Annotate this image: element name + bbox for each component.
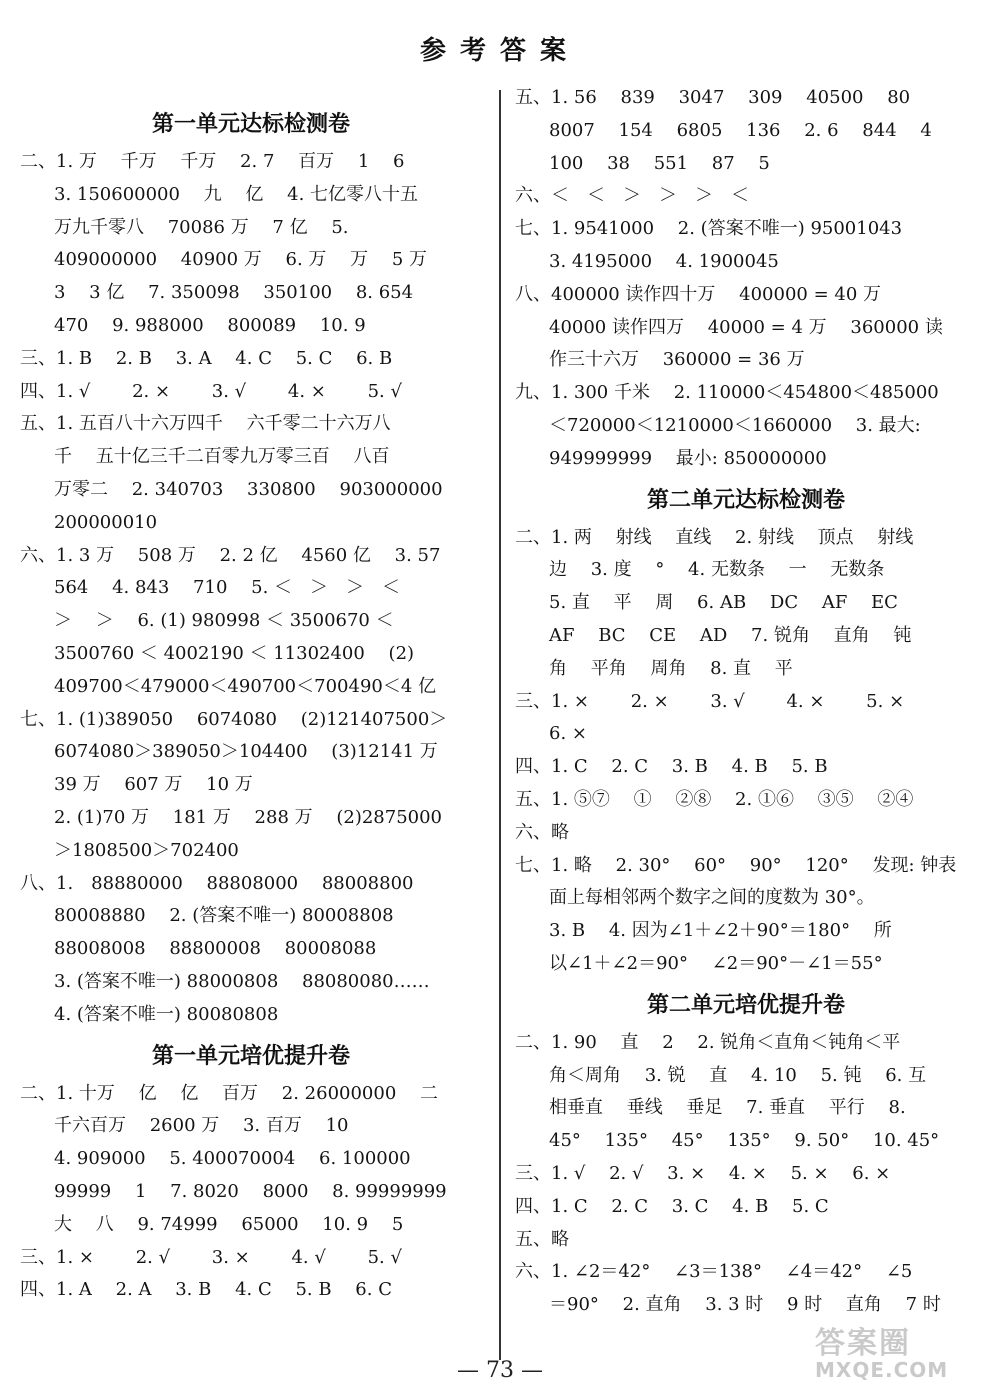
answer-line: 五、1. ⑤⑦ ① ②⑧ 2. ①⑥ ③⑤ ②④ <box>515 788 914 810</box>
answer-line-continued: 3. B 4. 因为∠1＋∠2＋90°＝180° 所 <box>549 920 892 942</box>
answer-line-continued: 88008008 88800008 80008088 <box>54 938 377 960</box>
answer-line: 六、＜ ＜ ＞ ＞ ＞ ＜ <box>515 185 749 207</box>
answer-line-continued: 3 3 亿 7. 350098 350100 8. 654 <box>54 282 414 304</box>
answer-line: 三、1. × 2. × 3. √ 4. × 5. × <box>515 690 905 712</box>
answer-line-continued: 角 平角 周角 8. 直 平 <box>549 657 793 679</box>
answer-line: 六、1. ∠2＝42° ∠3＝138° ∠4＝42° ∠5 <box>515 1261 913 1283</box>
answer-line-continued: 3. (答案不唯一) 88000808 88080080…… <box>54 970 430 992</box>
left-column <box>20 100 482 1307</box>
answer-line-continued: 2. (1)70 万 181 万 288 万 (2)2875000 <box>54 806 443 828</box>
answer-line: 五、略 <box>515 1228 569 1250</box>
answer-line-continued: ＝90° 2. 直角 3. 3 时 9 时 直角 7 时 <box>549 1294 941 1316</box>
answer-line-continued: ＞1808500＞702400 <box>54 839 239 861</box>
section-title: 第一单元培优提升卷 <box>151 1043 350 1069</box>
answer-line: 二、1. 两 射线 直线 2. 射线 顶点 射线 <box>515 526 914 548</box>
answer-line-continued: 949999999 最小: 850000000 <box>549 447 827 469</box>
answer-line: 七、1. 9541000 2. (答案不唯一) 95001043 <box>515 218 903 240</box>
answer-line: 四、1. C 2. C 3. C 4. B 5. C <box>515 1195 829 1217</box>
section-title: 第二单元培优提升卷 <box>646 992 845 1018</box>
answer-line: 三、1. B 2. B 3. A 4. C 5. C 6. B <box>20 347 393 369</box>
answer-line-continued: 100 38 551 87 5 <box>549 152 770 174</box>
answer-line-continued: 大 八 9. 74999 65000 10. 9 5 <box>54 1213 404 1235</box>
answer-line: 六、略 <box>515 821 569 843</box>
page-number: — 73 — <box>457 1358 543 1383</box>
watermark <box>815 1318 985 1388</box>
answer-line: 三、1. × 2. √ 3. × 4. √ 5. √ <box>20 1246 402 1268</box>
answer-line-continued: 409000000 40900 万 6. 万 万 5 万 <box>54 249 428 271</box>
answer-line-continued: 3. 4195000 4. 1900045 <box>549 250 779 272</box>
answer-line: 七、1. 略 2. 30° 60° 90° 120° 发现: 钟表 <box>515 854 957 876</box>
answer-line: 二、1. 万 千万 千万 2. 7 百万 1 6 <box>20 151 405 172</box>
answer-line-continued: 相垂直 垂线 垂足 7. 垂直 平行 8. <box>549 1097 906 1119</box>
page-title: 参考答案 <box>419 36 580 66</box>
answer-line: 三、1. √ 2. √ 3. × 4. × 5. × 6. × <box>515 1162 891 1184</box>
answer-line: 六、1. 3 万 508 万 2. 2 亿 4560 亿 3. 57 <box>20 544 441 566</box>
answer-line-continued: 以∠1＋∠2＝90° ∠2＝90°－∠1＝55° <box>549 952 883 974</box>
watermark-en: MXQE.COM <box>815 1358 949 1382</box>
answer-line: 八、1. 88880000 88808000 88008800 <box>20 872 414 894</box>
answer-line: 五、1. 56 839 3047 309 40500 80 <box>515 87 911 108</box>
answer-line: 七、1. (1)389050 6074080 (2)121407500＞ <box>20 708 448 730</box>
answer-line-continued: ＞ ＞ 6. (1) 980998 ＜ 3500670 ＜ <box>54 610 394 632</box>
answer-line-continued: 千六百万 2600 万 3. 百万 10 <box>54 1115 349 1137</box>
answer-line-continued: 470 9. 988000 800089 10. 9 <box>54 314 366 336</box>
answer-line-continued: 409700＜479000＜490700＜700490＜4 亿 <box>54 675 437 697</box>
answer-line: 八、400000 读作四十万 400000 = 40 万 <box>515 283 882 305</box>
answer-line-continued: 面上每相邻两个数字之间的度数为 30°。 <box>549 887 875 909</box>
answer-line-continued: 8007 154 6805 136 2. 6 844 4 <box>549 119 932 141</box>
answer-line-continued: 边 3. 度 ° 4. 无数条 一 无数条 <box>549 559 885 581</box>
answer-line-continued: 6. × <box>549 723 587 745</box>
answer-line: 五、1. 五百八十六万四千 六千零二十六万八 <box>20 413 391 435</box>
answer-line: 四、1. A 2. A 3. B 4. C 5. B 6. C <box>20 1279 392 1301</box>
answer-line-continued: 5. 直 平 周 6. AB DC AF EC <box>549 592 898 614</box>
answer-line-continued: 45° 135° 45° 135° 9. 50° 10. 45° <box>549 1130 940 1152</box>
right-column <box>515 82 977 1322</box>
answer-line-continued: 3. 150600000 九 亿 4. 七亿零八十五 <box>54 183 419 205</box>
answer-line-continued: ＜720000＜1210000＜1660000 3. 最大: <box>549 414 921 436</box>
answer-line-continued: 万零二 2. 340703 330800 903000000 <box>54 478 443 500</box>
answer-line-continued: 3500760 ＜ 4002190 ＜ 11302400 (2) <box>54 642 415 664</box>
answer-line-continued: 角＜周角 3. 锐 直 4. 10 5. 钝 6. 互 <box>549 1064 927 1086</box>
answer-line-continued: AF BC CE AD 7. 锐角 直角 钝 <box>549 624 912 646</box>
section-title: 第一单元达标检测卷 <box>151 112 350 137</box>
answer-line-continued: 4. (答案不唯一) 80080808 <box>54 1003 279 1025</box>
answer-line-continued: 作三十六万 360000 = 36 万 <box>549 349 805 371</box>
answer-line-continued: 39 万 607 万 10 万 <box>54 774 253 796</box>
answer-line-continued: 40000 读作四万 40000 = 4 万 360000 读 <box>549 316 943 338</box>
answer-line: 四、1. C 2. C 3. B 4. B 5. B <box>515 756 828 778</box>
answer-line-continued: 80008880 2. (答案不唯一) 80008808 <box>54 905 394 927</box>
answer-line-continued: 4. 909000 5. 400070004 6. 100000 <box>54 1148 411 1170</box>
answer-line-continued: 千 五十亿三千二百零九万零三百 八百 <box>54 446 390 468</box>
watermark-cn: 答案圈 <box>815 1326 911 1361</box>
answer-line-continued: 99999 1 7. 8020 8000 8. 99999999 <box>54 1180 447 1202</box>
answer-line: 二、1. 十万 亿 亿 百万 2. 26000000 二 <box>20 1082 439 1104</box>
section-title: 第二单元达标检测卷 <box>646 487 845 513</box>
answer-line-continued: 564 4. 843 710 5. ＜ ＞ ＞ ＜ <box>54 577 401 599</box>
answer-line-continued: 6074080＞389050＞104400 (3)12141 万 <box>54 741 438 763</box>
column-divider <box>499 90 501 1360</box>
answer-line-continued: 200000010 <box>54 511 158 533</box>
answer-line-continued: 万九千零八 70086 万 7 亿 5. <box>54 216 349 238</box>
answer-line: 二、1. 90 直 2 2. 锐角＜直角＜钝角＜平 <box>515 1031 901 1053</box>
answer-line: 九、1. 300 千米 2. 110000＜454800＜485000 <box>515 382 939 404</box>
answer-line: 四、1. √ 2. × 3. √ 4. × 5. √ <box>20 380 402 402</box>
